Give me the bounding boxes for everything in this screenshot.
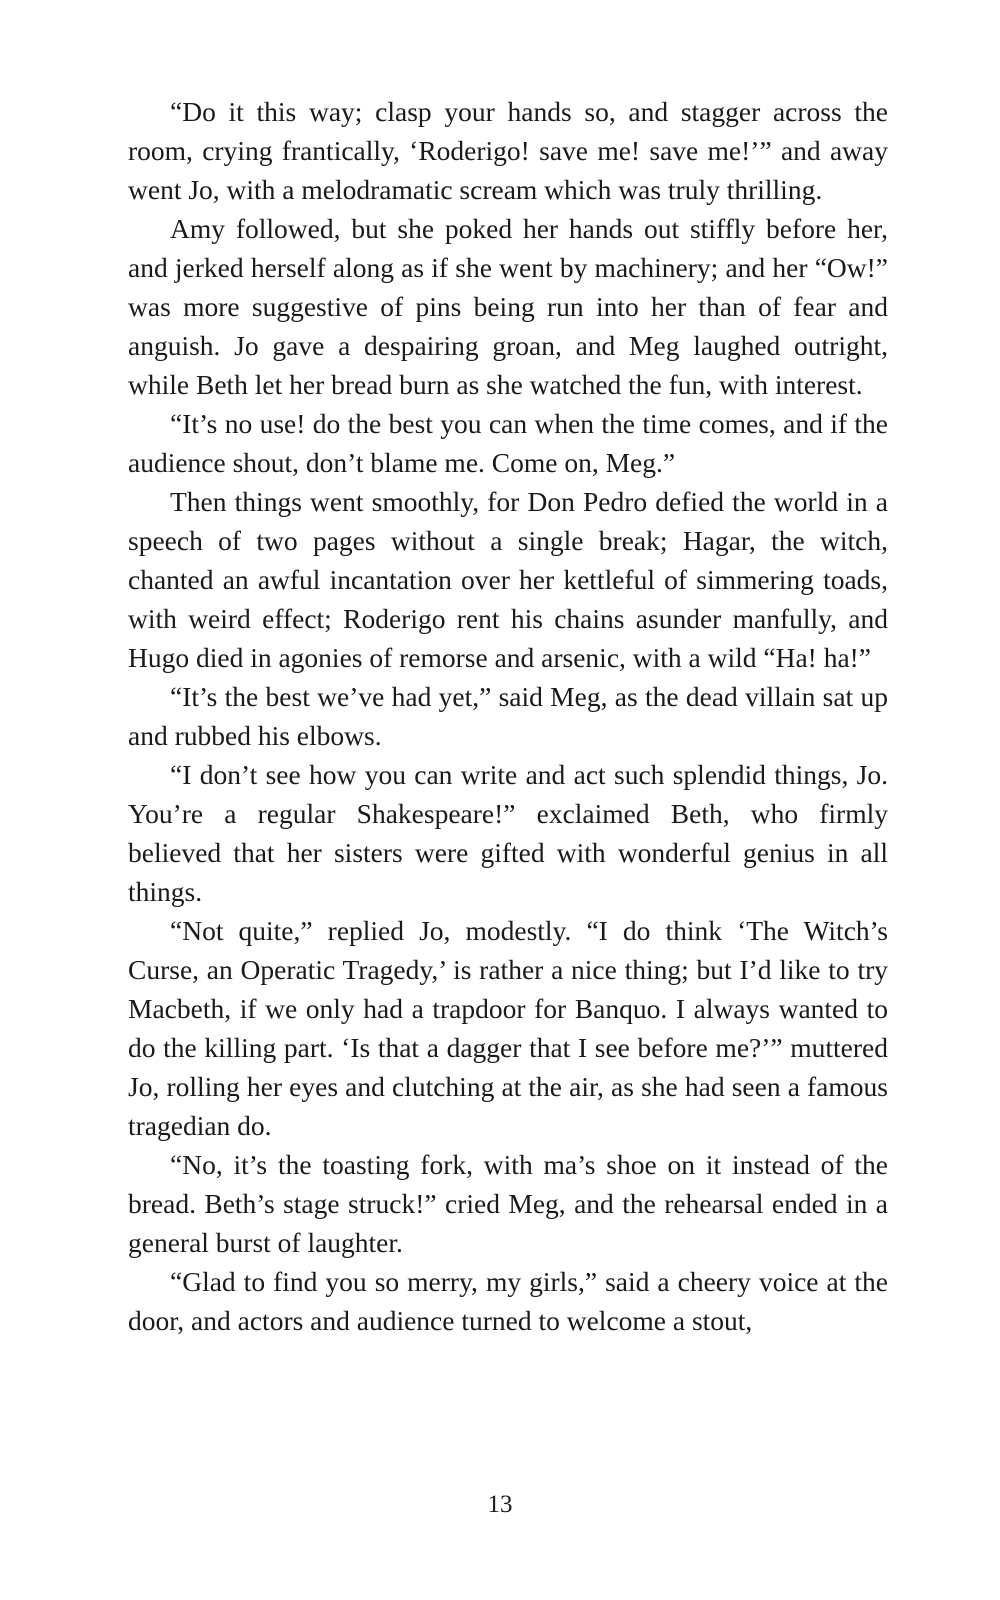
paragraph-5: “It’s the best we’ve had yet,” said Meg, as the dead villain sat up and rubbed his elbows. bbox=[128, 681, 888, 751]
paragraph-3: “It’s no use! do the best you can when the time comes, and if the audience shout, don’t blame me. Come on, Meg.” bbox=[128, 408, 888, 478]
paragraph-4: Then things went smoothly, for Don Pedro defied the world in a speech of two pages without a single break; Hagar, the witch, chanted an awful incantation over her kettleful of simmering toads, with weird effect; Roderigo rent his chains asunder manfully, and Hugo died in agonies of remorse and arsenic, with a wild “Ha! ha!” bbox=[128, 486, 888, 673]
paragraph-1: “Do it this way; clasp your hands so, and stagger across the room, crying frantically, ‘Roderigo! save me! save me!’” and away went Jo, with a melodramatic scream which was truly thrilling. bbox=[128, 96, 888, 205]
paragraph-7: “Not quite,” replied Jo, modestly. “I do think ‘The Witch’s Curse, an Operatic Tragedy,’ is rather a nice thing; but I’d like to try Macbeth, if we only had a trapdoor for Banquo. I always wanted to do the killing part. ‘Is that a dagger that I see before me?’” muttered Jo, rolling her eyes and clutching at the air, as she had seen a famous tragedian do. bbox=[128, 915, 888, 1141]
paragraph-9: “Glad to find you so merry, my girls,” said a cheery voice at the door, and actors and audience turned to welcome a stout, bbox=[128, 1266, 888, 1336]
page-number: 13 bbox=[487, 1491, 513, 1518]
paragraph-8: “No, it’s the toasting fork, with ma’s shoe on it instead of the bread. Beth’s stage struck!” cried Meg, and the rehearsal ended in a general burst of laughter. bbox=[128, 1149, 888, 1258]
paragraph-2: Amy followed, but she poked her hands out stiffly before her, and jerked herself along as if she went by machinery; and her “Ow!” was more suggestive of pins being run into her than of fear and anguish. Jo gave a despairing groan, and Meg laughed outright, while Beth let her bread burn as she watched the fun, with interest. bbox=[128, 213, 888, 400]
body-text bbox=[128, 92, 888, 1340]
paragraph-6: “I don’t see how you can write and act such splendid things, Jo. You’re a regular Shakespeare!” exclaimed Beth, who firmly believed that her sisters were gifted with wonderful genius in all things. bbox=[128, 759, 888, 907]
